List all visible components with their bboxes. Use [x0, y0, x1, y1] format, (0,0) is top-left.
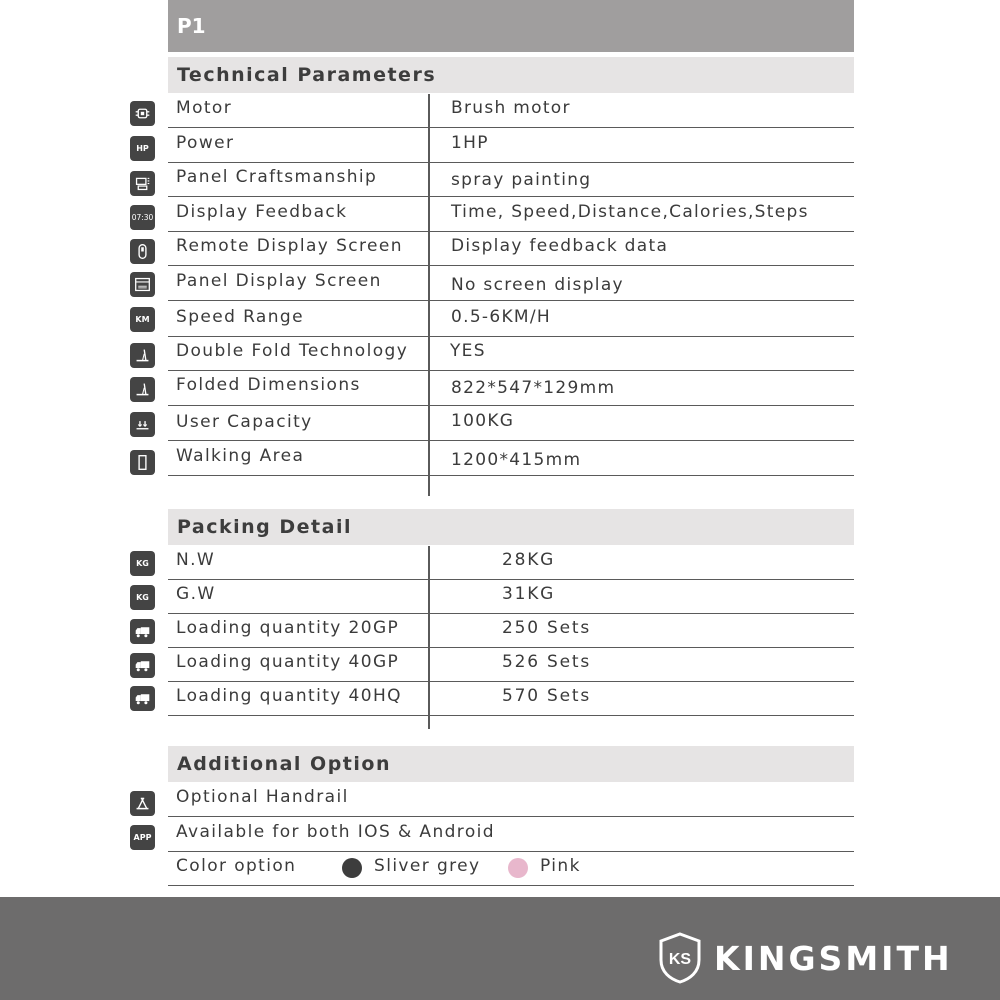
packing-label: N.W	[176, 550, 216, 570]
belt-icon	[130, 450, 155, 475]
hp-icon-text: HP	[136, 144, 149, 153]
clock-icon-text: 07:30	[131, 213, 154, 222]
spec-label: Panel Craftsmanship	[176, 167, 378, 187]
spec-label: Motor	[176, 98, 233, 118]
spec-row-display-feedback	[168, 197, 854, 232]
remote-icon	[130, 239, 155, 264]
spec-value: Display feedback data	[451, 236, 669, 256]
pink-swatch	[508, 858, 528, 878]
spec-row-remote-display	[168, 231, 854, 266]
spec-value: Time, Speed,Distance,Calories,Steps	[451, 202, 809, 222]
option-row-color	[168, 851, 854, 886]
spec-row-double-fold	[168, 336, 854, 371]
packing-row-nw	[168, 545, 854, 580]
technical-parameters-heading: Technical Parameters	[177, 64, 437, 86]
truck-icon	[130, 619, 155, 644]
spec-label: Remote Display Screen	[176, 236, 403, 256]
spec-row-speed-range	[168, 302, 854, 337]
spec-label: User Capacity	[176, 412, 313, 432]
spec-label: Display Feedback	[176, 202, 348, 222]
spec-label: Walking Area	[176, 446, 305, 466]
option-row-app	[168, 817, 854, 852]
spec-row-panel-display	[168, 266, 854, 301]
handrail-icon	[130, 791, 155, 816]
page-title: P1	[177, 14, 206, 38]
additional-option-header	[168, 746, 854, 782]
spec-label: Double Fold Technology	[176, 341, 409, 361]
fold-icon	[130, 377, 155, 402]
spec-label: Speed Range	[176, 307, 304, 327]
spec-row-power	[168, 128, 854, 163]
packing-label: Loading quantity 20GP	[176, 618, 400, 638]
app-icon-text: APP	[133, 833, 152, 842]
truck-icon	[130, 653, 155, 678]
packing-row-40gp	[168, 647, 854, 682]
technical-parameters-header	[168, 57, 854, 93]
packing-label: G.W	[176, 584, 216, 604]
option-label: Available for both IOS & Android	[176, 822, 495, 842]
spec-label: Panel Display Screen	[176, 271, 382, 291]
packing-row-40hq	[168, 681, 854, 716]
packing-value: 570 Sets	[502, 686, 592, 706]
packing-value: 250 Sets	[502, 618, 592, 638]
footer-bar	[0, 897, 1000, 1000]
spec-label: Folded Dimensions	[176, 375, 361, 395]
spec-value: 100KG	[451, 411, 515, 431]
logo-mark-text: KS	[668, 951, 692, 968]
packing-label: Loading quantity 40HQ	[176, 686, 402, 706]
spec-value: 1200*415mm	[451, 450, 582, 470]
km-icon-text: KM	[135, 315, 150, 324]
spec-value: YES	[450, 341, 486, 361]
packing-detail-header	[168, 509, 854, 545]
app-icon	[130, 825, 155, 850]
spec-value: spray painting	[451, 170, 592, 190]
option-label: Optional Handrail	[176, 787, 349, 807]
spec-row-walking-area	[168, 441, 854, 476]
panel-icon	[130, 171, 155, 196]
option-row-handrail	[168, 782, 854, 817]
hp-icon	[130, 136, 155, 161]
packing-row-gw	[168, 579, 854, 614]
spec-row-user-capacity	[168, 406, 854, 441]
color-option-label: Color option	[176, 856, 297, 876]
kg-icon	[130, 551, 155, 576]
spec-value: 1HP	[451, 133, 489, 153]
packing-value: 526 Sets	[502, 652, 592, 672]
motor-icon	[130, 101, 155, 126]
fold-icon	[130, 343, 155, 368]
scale-icon	[130, 412, 155, 437]
kg-icon-text: KG	[136, 559, 149, 568]
spec-label: Power	[176, 133, 235, 153]
clock-icon	[130, 205, 155, 230]
kg-icon	[130, 585, 155, 610]
truck-icon	[130, 686, 155, 711]
packing-row-20gp	[168, 613, 854, 648]
spec-value: No screen display	[451, 275, 624, 295]
spec-value: Brush motor	[451, 98, 571, 118]
title-bar	[168, 0, 854, 52]
spec-row-folded-dimensions	[168, 371, 854, 406]
packing-label: Loading quantity 40GP	[176, 652, 400, 672]
pink-label: Pink	[540, 856, 581, 876]
kingsmith-logo-icon	[658, 932, 702, 984]
packing-detail-heading: Packing Detail	[177, 516, 352, 538]
silver-grey-label: Sliver grey	[374, 856, 481, 876]
packing-value: 31KG	[502, 584, 556, 604]
km-icon	[130, 307, 155, 332]
spec-row-motor	[168, 93, 854, 128]
screen-icon	[130, 272, 155, 297]
spec-row-panel-craftsmanship	[168, 162, 854, 197]
kg-icon-text: KG	[136, 593, 149, 602]
packing-value: 28KG	[502, 550, 556, 570]
silver-grey-swatch	[342, 858, 362, 878]
additional-option-heading: Additional Option	[177, 753, 391, 775]
brand-name: KINGSMITH	[714, 939, 953, 978]
spec-value: 0.5-6KM/H	[451, 307, 552, 327]
spec-value: 822*547*129mm	[451, 378, 616, 398]
